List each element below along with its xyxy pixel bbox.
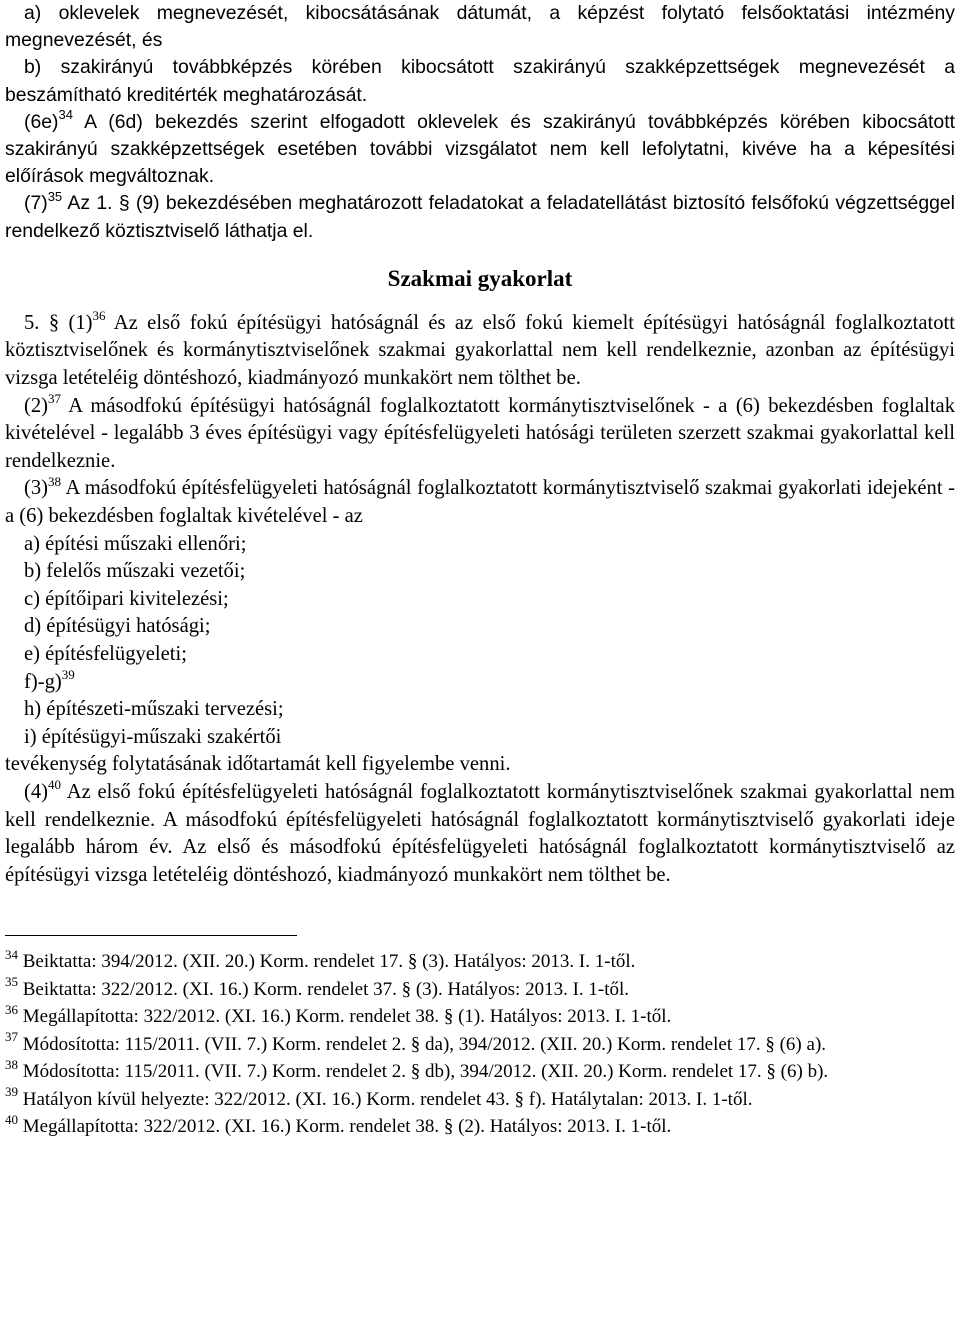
- section-5-para-3-end: tevékenység folytatásának időtartamát kell figyelembe venni.: [5, 753, 511, 776]
- intro-item-a: a) oklevelek megnevezését, kibocsátásának dátumát, a képzést folytató felsőoktatási intézmény megnevezését, és: [5, 2, 955, 52]
- list-item-h: h) építészeti-műszaki tervezési;: [24, 698, 284, 721]
- footnote: $^{37}$ Módosította: 115/2011. (VII. 7.) Korm. rendelet 2. § da), 394/2012. (XII. 20.) Korm. rendelet 17. § (6) a).: [5, 1029, 827, 1055]
- list-item-c: c) építőipari kivitelezési;: [24, 587, 229, 610]
- list-item-b: b) felelős műszaki vezetői;: [24, 560, 246, 583]
- section-5-para-3: $(3)^{38}$ A másodfokú építésfelügyeleti hatóságnál foglalkoztatott kormánytisztviselő szakmai gyakorlati idejeként - a (6) bekezdésben foglaltak kivételével - az: [5, 473, 955, 527]
- footnote: $^{35}$ Beiktatta: 322/2012. (XI. 16.) Korm. rendelet 37. § (3). Hatályos: 2013. I. 1-től.: [5, 974, 630, 1000]
- list-item-a: a) építési műszaki ellenőri;: [24, 532, 247, 555]
- intro-block: [5, 0, 955, 245]
- section-5-para-4: $(4)^{40}$ Az első fokú építésfelügyeleti hatóságnál foglalkoztatott kormánytisztviselőnek szakmai gyakorlattal nem kell rendelkeznie. A másodfokú építésfelügyeleti hatóságnál foglalkoztatott kormánytisztviselő gyakorlati ideje legalább három év. Az első és másodfokú építésfelügyeleti hatóságnál foglalkoztatott kormánytisztviselő az építésügyi vizsga letételéig döntéshozó, kiadmányozó munkakört nem tölthet be.: [5, 777, 955, 886]
- section-5: [5, 307, 955, 889]
- footnote: $^{39}$ Hatályon kívül helyezte: 322/2012. (XI. 16.) Korm. rendelet 43. § f). Hatálytalan: 2013. I. 1-től.: [5, 1084, 753, 1110]
- list-item-d: d) építésügyi hatósági;: [24, 615, 211, 638]
- footnotes: [5, 948, 955, 1141]
- footnote: $^{34}$ Beiktatta: 394/2012. (XII. 20.) Korm. rendelet 17. § (3). Hatályos: 2013. I. 1-től.: [5, 946, 636, 973]
- footnote-separator: [5, 935, 297, 936]
- paragraph-7: $(7)^{35}$ Az 1. § (9) bekezdésében meghatározott feladatokat a feladatellátást biztosító felsőfokú végzettséggel rendelkező köztisztviselő láthatja el.: [5, 188, 955, 242]
- list-item-fg: f)-g)$^{39}$: [24, 666, 75, 693]
- footnote: $^{36}$ Megállapította: 322/2012. (XI. 16.) Korm. rendelet 38. § (1). Hatályos: 2013. I. 1-től.: [5, 1001, 672, 1028]
- intro-item-b: b) szakirányú továbbképzés körében kibocsátott szakirányú szakképzettségek megnevezését a beszámítható kreditérték meghatározását.: [5, 56, 955, 106]
- footnote: $^{38}$ Módosította: 115/2011. (VII. 7.) Korm. rendelet 2. § db), 394/2012. (XII. 20.) Korm. rendelet 17. § (6) b).: [5, 1056, 829, 1083]
- section-title: Szakmai gyakorlat: [387, 265, 573, 291]
- paragraph-6e: $(6e)^{34}$ A (6d) bekezdés szerint elfogadott oklevelek és szakirányú továbbképzés körében kibocsátott szakirányú szakképzettségek esetében további vizsgálatot nem kell lefolytatni, kivéve ha a képesítési előírások megváltoznak.: [5, 107, 955, 188]
- section-5-para-2: $(2)^{37}$ A másodfokú építésügyi hatóságnál foglalkoztatott kormánytisztviselőnek - a (6) bekezdésben foglaltak kivételével - legalább 3 éves építésügyi vagy építésfelügyeleti hatósági területen szerzett szakmai gyakorlattal kell rendelkeznie.: [5, 390, 955, 472]
- document-page: [5, 0, 955, 1141]
- footnote: $^{40}$ Megállapította: 322/2012. (XI. 16.) Korm. rendelet 38. § (2). Hatályos: 2013. I. 1-től.: [5, 1111, 672, 1138]
- list-item-i: i) építésügyi-műszaki szakértői: [24, 725, 282, 748]
- section-5-para-1: 5. § $(1)^{36}$ Az első fokú építésügyi hatóságnál és az első fokú kiemelt építésügyi hatóságnál foglalkoztatott köztisztviselőnek és kormánytisztviselőnek szakmai gyakorlattal nem kell rendelkeznie, azonban az építésügyi vizsga letételéig döntéshozó, kiadmányozó munkakört nem tölthet be.: [5, 307, 955, 390]
- list-item-e: e) építésfelügyeleti;: [24, 642, 187, 665]
